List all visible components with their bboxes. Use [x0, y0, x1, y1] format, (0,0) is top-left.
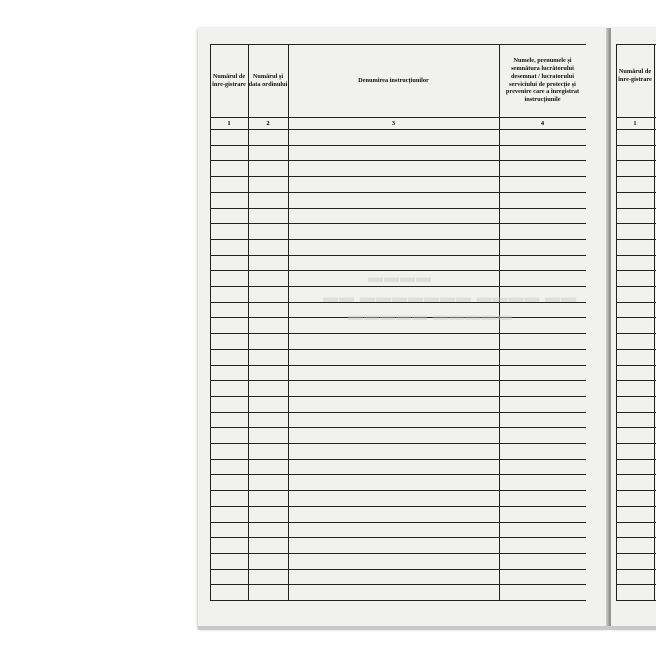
right-column-header-registration-number: Numărul de înre-gistrare	[618, 68, 652, 83]
column-divider	[210, 44, 211, 600]
right-table-top-border	[616, 44, 656, 45]
table-row-line	[210, 474, 586, 475]
right-table-row-line	[616, 522, 656, 523]
column-number-1: 1	[227, 119, 231, 127]
right-column-number-1: 1	[633, 120, 637, 127]
right-table-row-line	[616, 427, 656, 428]
right-column-divider	[616, 44, 617, 600]
right-table-row-line	[616, 176, 656, 177]
right-table-row-line	[616, 349, 656, 350]
table-row-line	[210, 192, 586, 193]
right-table-row-line	[616, 396, 656, 397]
table-row-line	[210, 459, 586, 460]
table-header-row	[210, 44, 586, 117]
table-row-line	[210, 506, 586, 507]
right-table-row-line	[616, 129, 656, 130]
column-number-row	[210, 117, 586, 129]
right-table-row-line	[616, 412, 656, 413]
right-table-row-line	[616, 302, 656, 303]
column-header-registration-number: Numărul de înre-gistrare	[212, 72, 246, 88]
right-table-row-line	[616, 600, 656, 601]
right-table-row-line	[616, 443, 656, 444]
table-row-line	[210, 208, 586, 209]
right-table-row-line	[616, 584, 656, 585]
table-row-line	[210, 600, 586, 601]
right-table-row-line	[616, 506, 656, 507]
right-page	[611, 28, 656, 628]
right-table-row-line	[616, 270, 656, 271]
table-row-line	[210, 584, 586, 585]
table-row-line	[210, 380, 586, 381]
table-row-line	[210, 129, 586, 130]
table-row-line	[210, 427, 586, 428]
table-row-line	[210, 349, 586, 350]
table-row-line	[210, 396, 586, 397]
table-row-line	[210, 176, 586, 177]
column-number-4: 4	[540, 119, 545, 127]
column-divider	[248, 44, 249, 600]
right-table-row-line	[616, 286, 656, 287]
show-through-text: ▬▬▬▬▬ ▬▬▬▬▬	[348, 308, 513, 324]
table-row-line	[210, 412, 586, 413]
table-row-line	[210, 490, 586, 491]
table-row-line	[210, 537, 586, 538]
right-column-divider	[654, 44, 655, 600]
right-table-row-line	[616, 208, 656, 209]
table-row-line	[210, 522, 586, 523]
table-row-line	[210, 145, 586, 146]
right-table-row-line	[616, 553, 656, 554]
right-table-row-line	[616, 333, 656, 334]
right-table-row-line	[616, 537, 656, 538]
left-page	[198, 28, 608, 628]
right-table-row-line	[616, 223, 656, 224]
table-row-line	[210, 160, 586, 161]
table-row-line	[210, 333, 586, 334]
right-table-row-line	[616, 160, 656, 161]
right-table-row-line	[616, 192, 656, 193]
table-row-line	[210, 443, 586, 444]
column-header-instructions-name: Denumirea instrucțiunilor	[358, 76, 429, 84]
right-header-bottom-border	[616, 117, 656, 118]
right-table-row-line	[616, 317, 656, 318]
right-table-row-line	[616, 569, 656, 570]
column-header-order-number-date: Numărul și data ordinului	[248, 72, 288, 88]
right-table-row-line	[616, 365, 656, 366]
right-table-row-line	[616, 474, 656, 475]
right-table-row-line	[616, 490, 656, 491]
column-header-signature: Numele, prenumele și semnătura lucrătorului desemnat / lucratorului serviciului de protecție și prevenire care a înregistrat instrucțiunile	[505, 56, 580, 104]
table-row-line	[210, 569, 586, 570]
column-divider	[288, 44, 289, 600]
register-table	[210, 44, 586, 129]
table-row-line	[210, 365, 586, 366]
right-table-row-line	[616, 145, 656, 146]
column-number-3: 3	[391, 119, 396, 127]
show-through-text: ▬▬▬▬	[368, 270, 432, 286]
right-table-row-line	[616, 255, 656, 256]
table-row-line	[210, 223, 586, 224]
right-table-row-line	[616, 380, 656, 381]
column-number-2: 2	[266, 119, 270, 127]
page-bottom-edge	[198, 626, 656, 630]
table-row-line	[210, 239, 586, 240]
right-table-row-line	[616, 459, 656, 460]
table-row-line	[210, 553, 586, 554]
show-through-text: ▬▬ ▬▬▬▬▬▬▬ ▬▬▬▬ ▬▬	[323, 290, 578, 306]
table-row-line	[210, 255, 586, 256]
right-table-row-line	[616, 239, 656, 240]
